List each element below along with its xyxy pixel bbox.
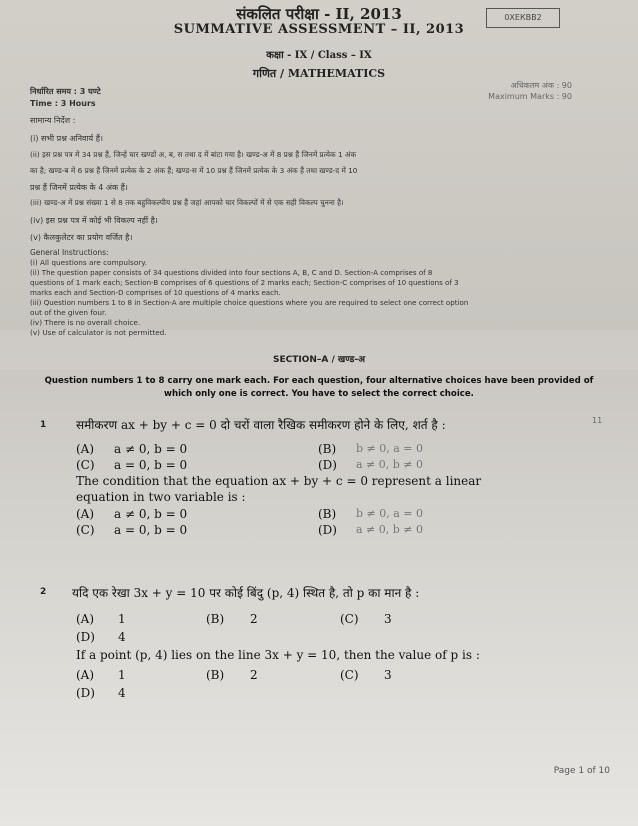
option-label: (C) [76, 458, 95, 472]
instruction-english-line: out of the given four. [30, 308, 107, 317]
instruction-english-line: (iii) Question numbers 1 to 8 in Section-A are multiple choice questions where you are required to select one correct option [30, 298, 469, 307]
paper-code: 0ХЕКВВ2 [486, 8, 560, 28]
question-number: 2 [40, 587, 47, 597]
time-english: Time : 3 Hours [30, 99, 96, 108]
max-marks-english: Maximum Marks : 90 [488, 92, 572, 101]
title-english: SUMMATIVE ASSESSMENT – II, 2013 [173, 22, 465, 37]
option-label: (C) [76, 523, 95, 537]
option-text: a ≠ 0, b = 0 [114, 442, 188, 456]
option-text: 3 [384, 612, 392, 626]
instruction-hindi-line: (v) कैलकुलेटर का प्रयोग वर्जित है। [30, 233, 133, 242]
option-text: 3 [384, 668, 392, 682]
instruction-english-line: (v) Use of calculator is not permitted. [30, 328, 167, 337]
option-label: (A) [76, 442, 95, 456]
option-text: 2 [250, 668, 258, 682]
option-label: (D) [318, 458, 337, 472]
question-text-english: If a point (p, 4) lies on the line 3x + y = 10, then the value of p is : [76, 648, 480, 662]
option-label: (D) [76, 630, 95, 644]
option-label: (A) [76, 612, 95, 626]
option-text: 4 [118, 686, 126, 700]
title-hindi: संकलित परीक्षा - II, 2013 [236, 5, 402, 23]
option-label: (B) [318, 507, 337, 521]
instruction-hindi-line: प्रश्न हैं जिनमें प्रत्येक के 4 अंक हैं। [30, 183, 128, 192]
instruction-english-line: (i) All questions are compulsory. [30, 258, 147, 267]
instruction-hindi-line: (iii) खण्ड-अ में प्रश्न संख्या 1 से 8 तक बहुविकल्पीय प्रश्न हैं जहां आपको चार विकल्पों में से एक सही विकल्प चुनना है। [30, 198, 344, 207]
question-text-hindi: यदि एक रेखा 3x + y = 10 पर कोई बिंदु (p, 4) स्थित है, तो p का मान है : [72, 586, 420, 600]
instruction-english-line: (ii) The question paper consists of 34 questions divided into four sections A, B, C and D. Section-A comprises of 8 [30, 268, 433, 277]
option-label: (C) [340, 668, 359, 682]
instruction-hindi-line: (iv) इस प्रश्न पत्र में कोई भी विकल्प नहीं है। [30, 216, 158, 225]
margin-mark: 11 [592, 416, 603, 425]
instruction-english-line: marks each and Section-D comprises of 10 questions of 4 marks each. [30, 288, 281, 297]
section-heading: SECTION–A / खण्ड-अ [273, 355, 365, 365]
section-instruction: Question numbers 1 to 8 carry one mark each. For each question, four alternative choices have been provided of [44, 376, 594, 386]
instruction-hindi-line: (ii) इस प्रश्न पत्र में 34 प्रश्न हैं, जिन्हें चार खण्डों अ, ब, स तथा द में बांटा गया है। खण्ड-अ में 8 प्रश्न हैं जिनमें प्रत्येक 1 अंक [30, 150, 357, 159]
question-number: 1 [40, 420, 47, 430]
instruction-english-line: questions of 1 mark each; Section-B comprises of 6 questions of 2 marks each; Section-C comprises of 10 questions of 3 [30, 278, 459, 287]
instruction-hindi-line: (i) सभी प्रश्न अनिवार्य हैं। [30, 134, 104, 143]
option-label: (B) [206, 668, 225, 682]
question-text-hindi: समीकरण ax + by + c = 0 दो चरों वाला रैखिक समीकरण होने के लिए, शर्त है : [76, 418, 446, 432]
option-text: b ≠ 0, a = 0 [356, 442, 424, 455]
option-label: (D) [318, 523, 337, 537]
option-label: (D) [76, 686, 95, 700]
max-marks-hindi: अधिकतम अंक : 90 [510, 81, 572, 90]
option-text: a ≠ 0, b = 0 [114, 507, 188, 521]
instruction-hindi-line: का है; खण्ड-ब में 6 प्रश्न हैं जिनमें प्रत्येक के 2 अंक हैं; खण्ड-स में 10 प्रश्न हैं जिनमें प्रत्येक के 3 अंक हैं तथा खण्ड-द में 10 [30, 166, 358, 175]
option-text: 2 [250, 612, 258, 626]
option-text: 1 [118, 612, 126, 626]
option-label: (A) [76, 507, 95, 521]
option-text: b ≠ 0, a = 0 [356, 507, 424, 520]
option-label: (B) [206, 612, 225, 626]
class-line: कक्षा - IX / Class – IX [266, 50, 372, 61]
question-text-english: equation in two variable is : [76, 490, 246, 504]
option-text: a ≠ 0, b ≠ 0 [356, 523, 424, 536]
option-text: 1 [118, 668, 126, 682]
option-text: a = 0, b = 0 [114, 458, 188, 472]
option-text: a ≠ 0, b ≠ 0 [356, 458, 424, 471]
subject-title: गणित / MATHEMATICS [252, 67, 386, 80]
question-text-english: The condition that the equation ax + by + c = 0 represent a linear [76, 474, 482, 488]
instructions-hindi-heading: सामान्य निर्देश : [30, 116, 76, 125]
option-text: a = 0, b = 0 [114, 523, 188, 537]
time-hindi: निर्धारित समय : 3 घण्टे [30, 87, 101, 96]
option-label: (A) [76, 668, 95, 682]
instructions-english-heading: General Instructions: [30, 248, 109, 257]
page-number: Page 1 of 10 [553, 766, 610, 776]
option-text: 4 [118, 630, 126, 644]
option-label: (B) [318, 442, 337, 456]
section-instruction: which only one is correct. You have to select the correct choice. [164, 389, 474, 399]
option-label: (C) [340, 612, 359, 626]
instruction-english-line: (iv) There is no overall choice. [30, 318, 141, 327]
